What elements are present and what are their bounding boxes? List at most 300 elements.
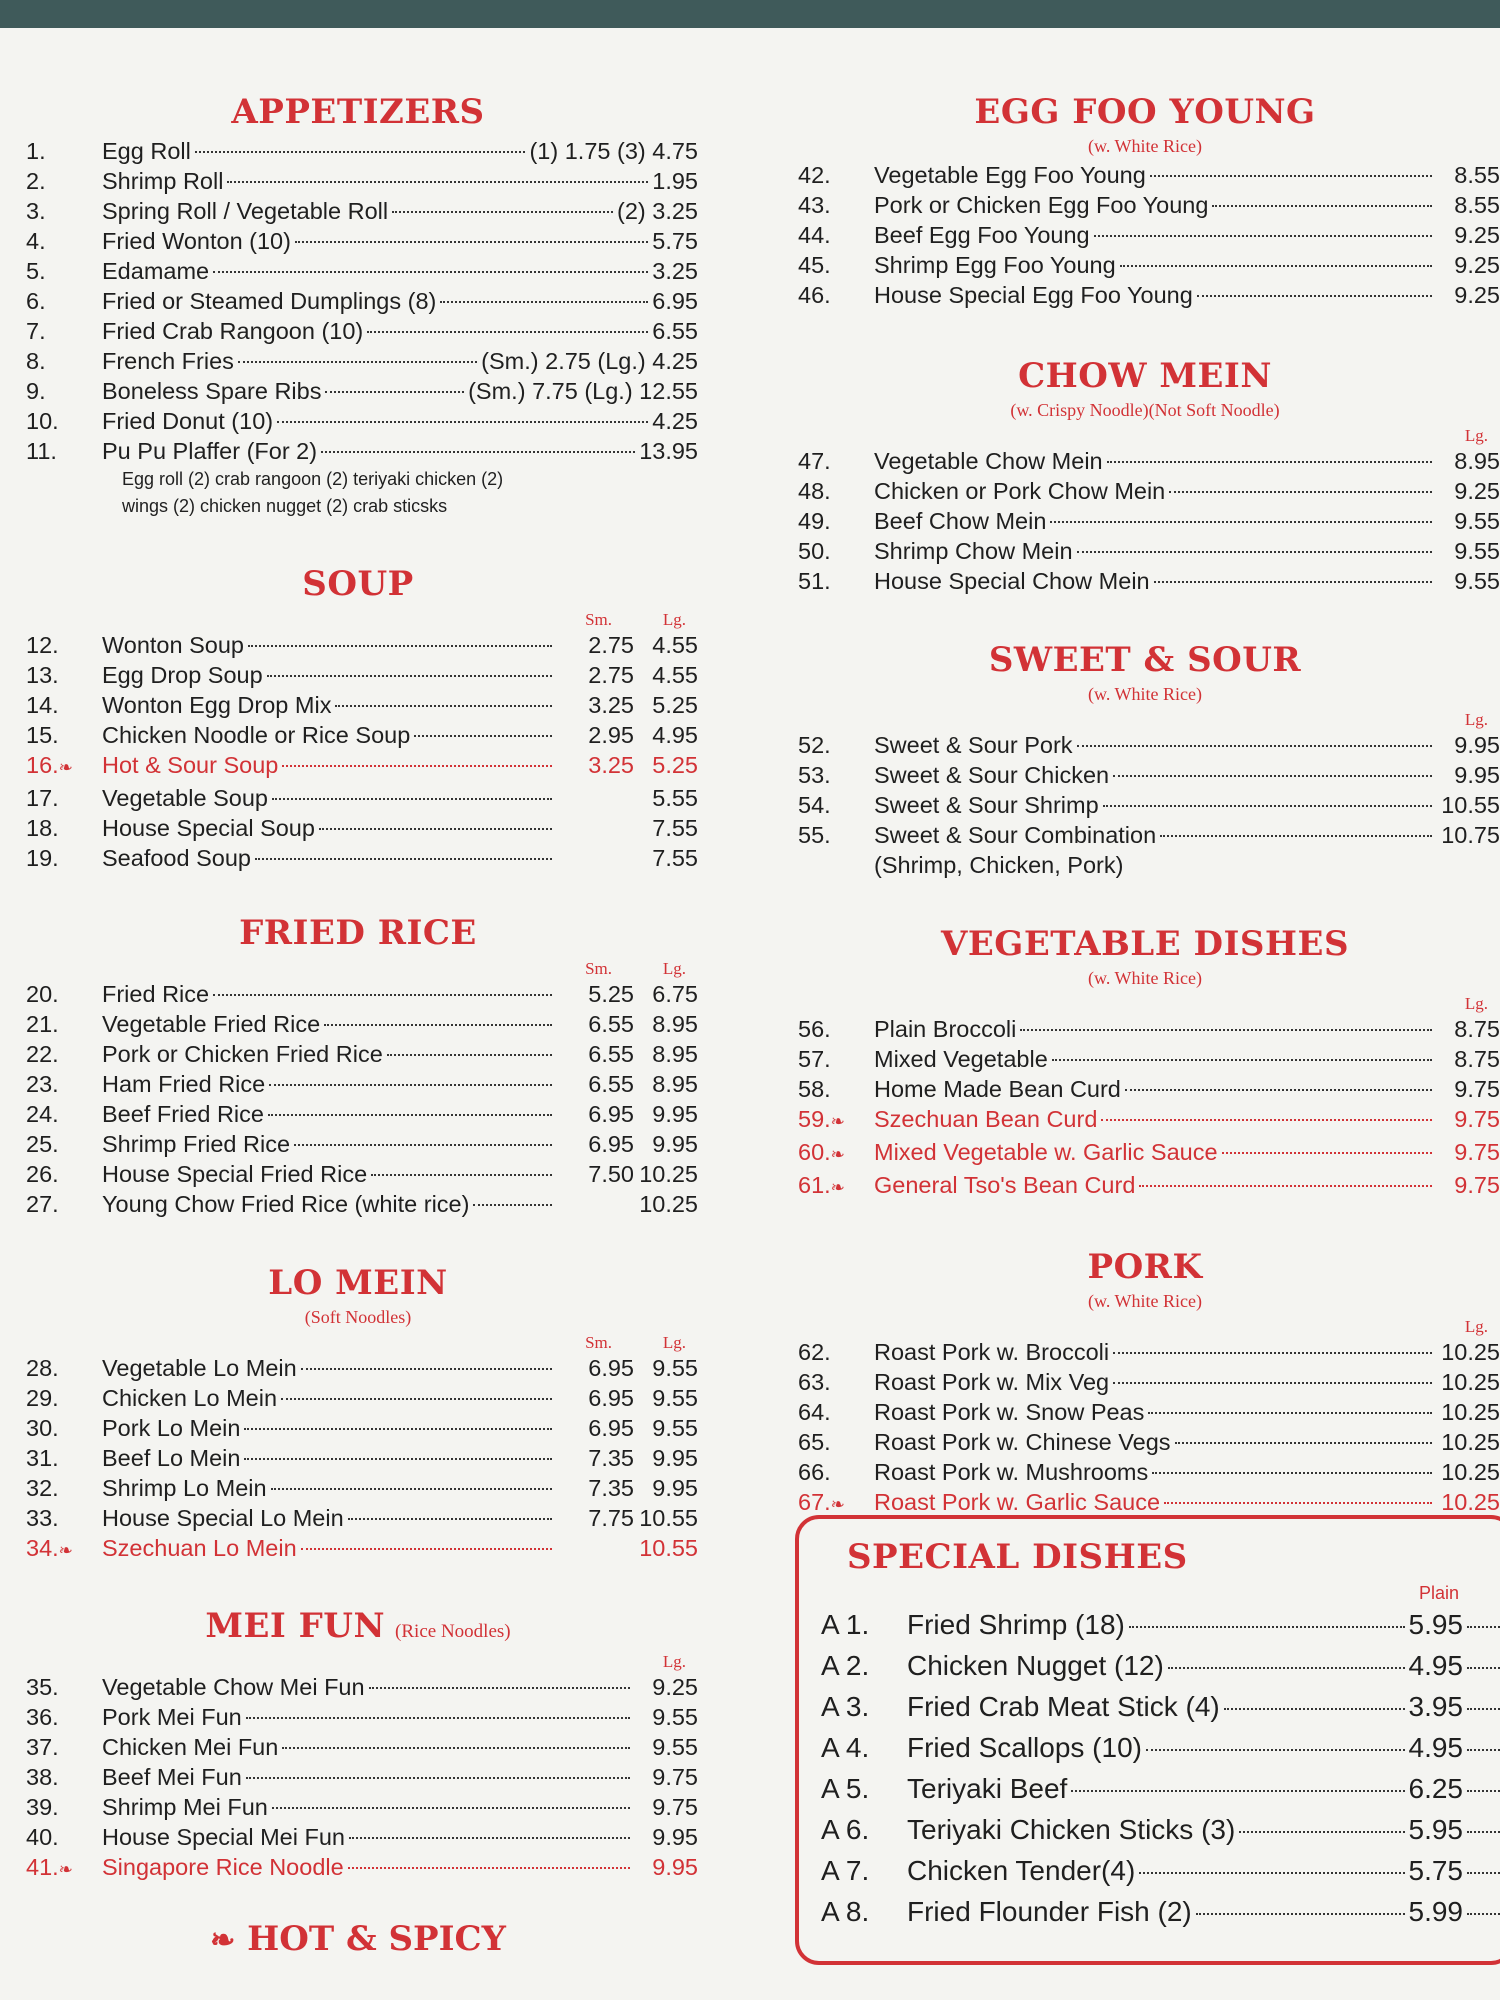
- hot-pepper-icon: ❧: [58, 1860, 73, 1879]
- item-name: House Special Mei Fun: [102, 1824, 345, 1850]
- dot-leader: [1467, 1831, 1500, 1833]
- special-dishes-list: [821, 1604, 1500, 1932]
- large-price: 8.55: [1454, 192, 1500, 218]
- small-price: 7.35: [588, 1445, 634, 1471]
- item-number-text: 36.: [26, 1704, 59, 1730]
- item-number: [18, 1099, 102, 1129]
- large-price: 9.25: [1454, 478, 1500, 504]
- menu-item: [790, 760, 1500, 790]
- item-number: [790, 566, 874, 596]
- dot-leader: [1052, 1059, 1432, 1061]
- large-price: 4.95: [1408, 1732, 1463, 1763]
- item-number: [790, 446, 874, 476]
- hot-pepper-icon: ❧: [210, 1923, 236, 1958]
- menu-item: [18, 1533, 698, 1566]
- item-number-text: 33.: [26, 1505, 59, 1531]
- item-number-text: 52.: [798, 732, 831, 758]
- small-price: 6.95: [588, 1101, 634, 1127]
- section-subtitle: (w. White Rice): [1088, 1291, 1202, 1311]
- large-price: 7.55: [652, 815, 698, 841]
- large-price: 10.55: [1441, 792, 1500, 818]
- dot-leader: [227, 181, 648, 183]
- small-price: 6.55: [588, 1011, 634, 1037]
- section-title: PORK: [1087, 1247, 1203, 1287]
- large-price: 9.55: [652, 1734, 698, 1760]
- item-name: Shrimp Fried Rice: [102, 1131, 291, 1157]
- item-name: Shrimp Roll: [102, 168, 224, 194]
- item-number-text: 12.: [26, 632, 59, 658]
- item-number: [821, 1768, 907, 1809]
- item-number: [18, 1129, 102, 1159]
- menu-item: [821, 1604, 1500, 1645]
- dot-leader: [1222, 1152, 1432, 1154]
- item-number: [790, 730, 874, 760]
- menu-item: [821, 1891, 1500, 1932]
- item-name: Shrimp Mei Fun: [102, 1794, 268, 1820]
- small-column-header: Sm.: [585, 1333, 612, 1352]
- menu-item: [18, 1792, 698, 1822]
- item-number-text: 19.: [26, 845, 59, 871]
- large-price: 9.55: [1454, 538, 1500, 564]
- item-number: [790, 1367, 874, 1397]
- small-column-header: Sm.: [585, 959, 612, 978]
- item-name: General Tso's Bean Curd: [874, 1172, 1136, 1198]
- menu-item: [790, 446, 1500, 476]
- menu-item: [790, 1074, 1500, 1104]
- item-number: [790, 476, 874, 506]
- item-number-text: 61.: [798, 1172, 831, 1198]
- item-number-text: 39.: [26, 1794, 59, 1820]
- dot-leader: [1148, 1412, 1432, 1414]
- section-subtitle: (w. White Rice): [1088, 684, 1202, 704]
- menu-item: [18, 346, 698, 376]
- section-title: MEI FUN: [205, 1606, 386, 1646]
- large-price: 9.75: [1454, 1106, 1500, 1132]
- dot-leader: [1071, 1790, 1404, 1792]
- plain-column-header: Plain: [1418, 1583, 1459, 1603]
- dot-leader: [1168, 1667, 1405, 1669]
- menu-item: [18, 316, 698, 346]
- dot-leader: [1224, 1708, 1405, 1710]
- menu-item: [18, 979, 698, 1009]
- menu-item: [18, 843, 698, 873]
- small-price: 6.95: [588, 1415, 634, 1441]
- item-number: [18, 1792, 102, 1822]
- item-name: Singapore Rice Noodle: [102, 1854, 344, 1880]
- item-number-text: 38.: [26, 1764, 59, 1790]
- dot-leader: [1467, 1913, 1500, 1915]
- hot-spicy-label: HOT & SPICY: [247, 1919, 506, 1959]
- menu-item: [790, 476, 1500, 506]
- menu-item: [821, 1809, 1500, 1850]
- section-header: [790, 92, 1500, 136]
- large-price: 9.55: [652, 1415, 698, 1441]
- dot-leader: [1077, 551, 1432, 553]
- dot-leader: [1113, 775, 1432, 777]
- dot-leader: [269, 1084, 552, 1086]
- item-number-text: 32.: [26, 1475, 59, 1501]
- menu-item: [18, 1189, 698, 1219]
- item-number: [790, 790, 874, 820]
- menu-item: [790, 1137, 1500, 1170]
- large-price: 4.95: [1408, 1650, 1463, 1681]
- item-number-text: 26.: [26, 1161, 59, 1187]
- item-number-text: 48.: [798, 478, 831, 504]
- item-number-text: A 3.: [821, 1691, 870, 1722]
- section-subtitle: (w. White Rice): [1088, 968, 1202, 988]
- large-price: 3.95: [1408, 1691, 1463, 1722]
- dot-leader: [1160, 835, 1432, 837]
- large-price: 10.25: [1441, 1459, 1500, 1485]
- item-name: Vegetable Egg Foo Young: [874, 162, 1146, 188]
- item-number: [18, 1672, 102, 1702]
- dot-leader: [1212, 205, 1432, 207]
- section-title: VEGETABLE DISHES: [941, 924, 1349, 964]
- item-number: [18, 630, 102, 660]
- item-name: Beef Chow Mein: [874, 508, 1047, 534]
- menu-item: [18, 1503, 698, 1533]
- large-column-header: Lg.: [662, 1652, 686, 1671]
- item-name: Hot & Sour Soup: [102, 752, 279, 778]
- dot-leader: [255, 858, 552, 860]
- item-number-text: A 6.: [821, 1814, 870, 1845]
- item-number-text: 63.: [798, 1369, 831, 1395]
- item-number-text: 21.: [26, 1011, 59, 1037]
- dot-leader: [1107, 461, 1432, 463]
- item-number-text: 31.: [26, 1445, 59, 1471]
- large-column-header: Lg.: [1464, 426, 1488, 445]
- item-description: (Shrimp, Chicken, Pork): [874, 852, 1124, 878]
- item-name: Chicken Lo Mein: [102, 1385, 278, 1411]
- item-number-text: 29.: [26, 1385, 59, 1411]
- item-number-text: 59.: [798, 1106, 831, 1132]
- large-price: 9.95: [652, 1131, 698, 1157]
- hot-pepper-icon: ❧: [830, 1495, 845, 1514]
- menu-item: [790, 1457, 1500, 1487]
- large-price: 8.95: [652, 1041, 698, 1067]
- large-price: 9.95: [652, 1475, 698, 1501]
- item-number-text: 34.: [26, 1535, 59, 1561]
- section-lo-mein: [18, 1263, 698, 1566]
- dot-leader: [1146, 1749, 1405, 1751]
- large-price: 8.75: [1454, 1016, 1500, 1042]
- column-headers: [790, 708, 1500, 730]
- item-name: Fried Wonton (10): [102, 228, 291, 254]
- dot-leader: [282, 1747, 630, 1749]
- dot-leader: [1113, 1382, 1432, 1384]
- item-number: [18, 690, 102, 720]
- small-price: 6.95: [588, 1385, 634, 1411]
- dot-leader: [369, 1687, 630, 1689]
- large-price: 9.75: [1454, 1172, 1500, 1198]
- item-number: [790, 1397, 874, 1427]
- large-price: 8.75: [1454, 1046, 1500, 1072]
- small-price: 3.25: [588, 752, 634, 778]
- menu-item: [790, 1014, 1500, 1044]
- large-price: 4.55: [652, 632, 698, 658]
- item-name: Beef Mei Fun: [102, 1764, 242, 1790]
- item-name: Vegetable Chow Mein: [874, 448, 1103, 474]
- menu-item: [821, 1645, 1500, 1686]
- section-title: SWEET & SOUR: [988, 640, 1302, 680]
- item-number: [18, 346, 102, 376]
- large-price: 9.75: [1454, 1076, 1500, 1102]
- item-name: Shrimp Lo Mein: [102, 1475, 267, 1501]
- large-price: 10.25: [1441, 1369, 1500, 1395]
- dot-leader: [244, 1458, 552, 1460]
- menu-item: [18, 1822, 698, 1852]
- large-price: 9.25: [652, 1674, 698, 1700]
- item-number-text: 17.: [26, 785, 59, 811]
- menu-item: [18, 1762, 698, 1792]
- item-price: 4.25: [652, 408, 698, 434]
- small-price: 2.95: [588, 722, 634, 748]
- menu-item: [790, 1337, 1500, 1367]
- dot-leader: [281, 1398, 552, 1400]
- large-price: 5.75: [1408, 1855, 1463, 1886]
- section-header: [790, 1247, 1500, 1291]
- right-column: [790, 92, 1500, 1560]
- section-header: [18, 913, 698, 957]
- item-number-text: 18.: [26, 815, 59, 841]
- item-price: (2) 3.25: [617, 198, 698, 224]
- large-price: 8.95: [1454, 448, 1500, 474]
- large-price: 6.75: [652, 981, 698, 1007]
- item-number: [821, 1850, 907, 1891]
- item-name: House Special Chow Mein: [874, 568, 1150, 594]
- item-number-text: 30.: [26, 1415, 59, 1441]
- item-number-text: 62.: [798, 1339, 831, 1365]
- item-number-text: 46.: [798, 282, 831, 308]
- menu-item: [18, 630, 698, 660]
- item-number-text: 4.: [26, 228, 46, 254]
- section-title: SOUP: [302, 564, 414, 604]
- item-number: [18, 1473, 102, 1503]
- item-name: Shrimp Chow Mein: [874, 538, 1073, 564]
- dot-leader: [321, 451, 635, 453]
- dot-leader: [348, 1867, 630, 1869]
- section-title: SPECIAL DISHES: [847, 1537, 1188, 1577]
- item-price: 13.95: [639, 438, 698, 464]
- large-price: 9.95: [652, 1101, 698, 1127]
- hot-pepper-icon: ❧: [830, 1178, 845, 1197]
- item-number-text: 2.: [26, 168, 46, 194]
- item-name: Pu Pu Plaffer (For 2): [102, 438, 318, 464]
- dot-leader: [1164, 1502, 1432, 1504]
- column-headers: [790, 424, 1500, 446]
- item-name: Plain Broccoli: [874, 1016, 1017, 1042]
- large-price: 9.75: [652, 1764, 698, 1790]
- item-number-text: 54.: [798, 792, 831, 818]
- item-number: [18, 1189, 102, 1219]
- item-name: Pork Lo Mein: [102, 1415, 241, 1441]
- dot-leader: [1467, 1872, 1500, 1874]
- menu-item: [18, 690, 698, 720]
- menu-item: [821, 1727, 1500, 1768]
- item-number: [790, 820, 874, 850]
- menu-item: [790, 1104, 1500, 1137]
- item-number: [821, 1645, 907, 1686]
- menu-item: [18, 1443, 698, 1473]
- item-number: [18, 660, 102, 690]
- item-number: [18, 316, 102, 346]
- dot-leader: [1077, 745, 1432, 747]
- item-name: House Special Lo Mein: [102, 1505, 344, 1531]
- dot-leader: [1467, 1790, 1500, 1792]
- dot-leader: [1139, 1185, 1432, 1187]
- item-number-text: 64.: [798, 1399, 831, 1425]
- item-number: [790, 1337, 874, 1367]
- dot-leader: [282, 765, 552, 767]
- item-name: Mixed Vegetable w. Garlic Sauce: [874, 1139, 1218, 1165]
- item-name: Roast Pork w. Broccoli: [874, 1339, 1110, 1365]
- large-price: 9.95: [652, 1445, 698, 1471]
- dot-leader: [1239, 1831, 1404, 1833]
- item-name: Sweet & Sour Shrimp: [874, 792, 1099, 818]
- large-column-header: Lg.: [662, 959, 686, 978]
- item-name: Fried Donut (10): [102, 408, 274, 434]
- item-name: Vegetable Fried Rice: [102, 1011, 321, 1037]
- small-price: 6.95: [588, 1355, 634, 1381]
- item-number: [821, 1891, 907, 1932]
- item-name: Boneless Spare Ribs: [102, 378, 322, 404]
- dot-leader: [1154, 581, 1432, 583]
- large-price: 5.25: [652, 752, 698, 778]
- dot-leader: [1050, 521, 1432, 523]
- item-number: [790, 1104, 874, 1137]
- dot-leader: [301, 1548, 552, 1550]
- dot-leader: [392, 211, 613, 213]
- item-number: [18, 1762, 102, 1792]
- item-description: wings (2) chicken nugget (2) crab sticsks: [122, 496, 448, 516]
- small-price: 6.55: [588, 1041, 634, 1067]
- menu-item: [18, 660, 698, 690]
- item-number-text: 60.: [798, 1139, 831, 1165]
- item-number: [790, 1170, 874, 1203]
- dot-leader: [473, 1204, 552, 1206]
- large-price: 9.55: [652, 1385, 698, 1411]
- large-price: 10.25: [639, 1191, 698, 1217]
- item-number: [18, 1413, 102, 1443]
- item-name: Pork Mei Fun: [102, 1704, 242, 1730]
- item-number: [18, 136, 102, 166]
- item-number-text: 49.: [798, 508, 831, 534]
- large-price: 10.25: [1441, 1489, 1500, 1515]
- menu-item: [18, 1039, 698, 1069]
- item-number: [821, 1604, 907, 1645]
- item-number: [18, 1533, 102, 1566]
- dot-leader: [271, 1488, 552, 1490]
- item-number-text: 6.: [26, 288, 46, 314]
- large-price: 9.25: [1454, 282, 1500, 308]
- special-dishes-box: [795, 1515, 1500, 1965]
- item-number-text: 7.: [26, 318, 46, 344]
- dot-leader: [268, 1114, 552, 1116]
- item-number: [18, 1702, 102, 1732]
- item-name: Beef Fried Rice: [102, 1101, 264, 1127]
- item-name: Fried Crab Rangoon (10): [102, 318, 364, 344]
- item-number: [18, 979, 102, 1009]
- item-number-text: 24.: [26, 1101, 59, 1127]
- dot-leader: [335, 705, 552, 707]
- menu-item: [18, 720, 698, 750]
- dot-leader: [1139, 1872, 1404, 1874]
- menu-item: [790, 1044, 1500, 1074]
- item-number: [18, 1732, 102, 1762]
- menu-item: [18, 1473, 698, 1503]
- item-number: [18, 436, 102, 466]
- item-number-text: 55.: [798, 822, 831, 848]
- item-number: [18, 750, 102, 783]
- item-number: [790, 506, 874, 536]
- item-number: [18, 1852, 102, 1885]
- item-number-text: 67.: [798, 1489, 831, 1515]
- item-name: Roast Pork w. Garlic Sauce: [874, 1489, 1161, 1515]
- item-number: [790, 1044, 874, 1074]
- item-name: Beef Lo Mein: [102, 1445, 241, 1471]
- item-number-text: 23.: [26, 1071, 59, 1097]
- item-number: [18, 720, 102, 750]
- item-number-text: 25.: [26, 1131, 59, 1157]
- item-number-text: 35.: [26, 1674, 59, 1700]
- dot-leader: [272, 798, 552, 800]
- small-price: 6.55: [588, 1071, 634, 1097]
- item-number-text: 1.: [26, 138, 46, 164]
- section-title: LO MEIN: [268, 1263, 448, 1303]
- item-name: Seafood Soup: [102, 845, 251, 871]
- item-number: [18, 783, 102, 813]
- menu-item: [18, 196, 698, 226]
- menu-item: [821, 1850, 1500, 1891]
- large-price: 9.95: [1454, 762, 1500, 788]
- item-name: Edamame: [102, 258, 210, 284]
- small-price: 3.25: [588, 692, 634, 718]
- item-number-text: 15.: [26, 722, 59, 748]
- dot-leader: [1467, 1626, 1500, 1628]
- column-headers: [18, 1331, 698, 1353]
- item-name: Vegetable Lo Mein: [102, 1355, 297, 1381]
- item-number-text: A 7.: [821, 1855, 870, 1886]
- section-appetizers: [18, 92, 698, 520]
- menu-item: [790, 730, 1500, 760]
- large-price: 10.75: [1441, 822, 1500, 848]
- dot-leader: [1101, 1119, 1432, 1121]
- item-name: House Special Soup: [102, 815, 315, 841]
- dot-leader: [1129, 1626, 1405, 1628]
- small-price: 7.75: [588, 1505, 634, 1531]
- section-header: [18, 1263, 698, 1307]
- dot-leader: [1020, 1029, 1432, 1031]
- item-name: Chicken or Pork Chow Mein: [874, 478, 1166, 504]
- item-number-text: 5.: [26, 258, 46, 284]
- item-number-text: 51.: [798, 568, 831, 594]
- dot-leader: [294, 1144, 552, 1146]
- menu-item: [790, 1170, 1500, 1203]
- dot-leader: [367, 331, 648, 333]
- menu-item: [18, 1099, 698, 1129]
- item-number: [790, 1137, 874, 1170]
- large-price: 9.55: [1454, 508, 1500, 534]
- large-column-header: Lg.: [1464, 710, 1488, 729]
- menu-item: [18, 1702, 698, 1732]
- item-name: Teriyaki Beef: [907, 1773, 1068, 1804]
- item-number: [18, 1039, 102, 1069]
- dot-leader: [1103, 805, 1432, 807]
- menu-item: [790, 220, 1500, 250]
- item-name: Ham Fried Rice: [102, 1071, 266, 1097]
- menu-item: [790, 820, 1500, 850]
- dot-leader: [1113, 1352, 1432, 1354]
